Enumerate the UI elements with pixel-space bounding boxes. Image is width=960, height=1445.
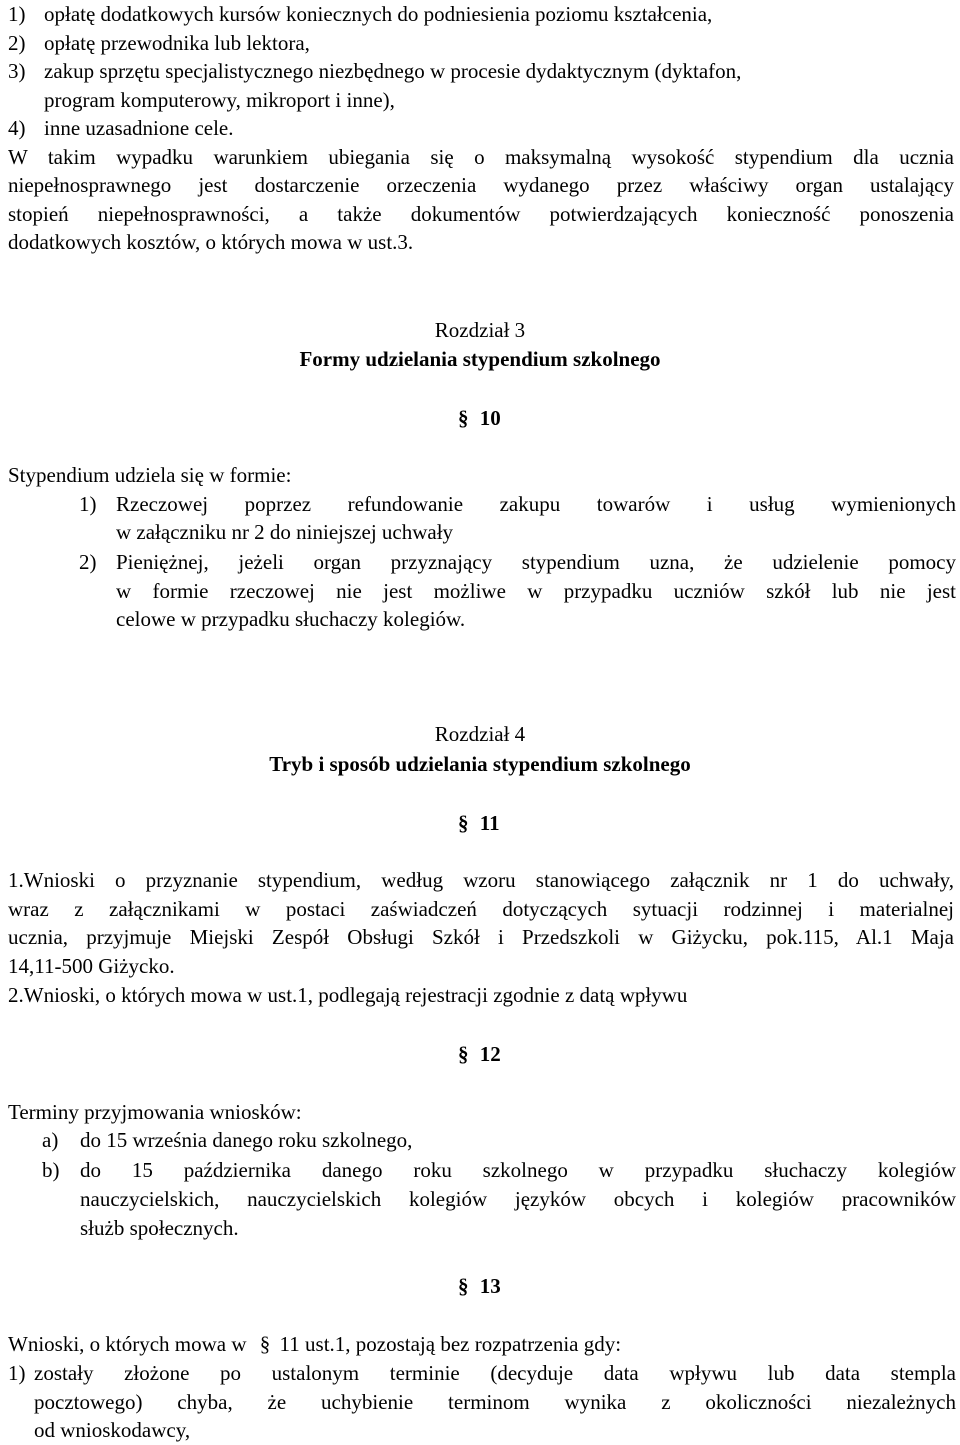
paragraph-intro: Terminy przyjmowania wniosków:	[8, 1100, 302, 1124]
list-num: 1)	[79, 492, 97, 516]
paragraph-line: ucznia, przyjmuje Miejski Zespół Obsługi Szkół i Przedszkoli w Giżycku, pok.115, Al.1 Maja	[8, 925, 954, 949]
list-item: Rzeczowej poprzez refundowanie zakupu towarów i usług wymienionych	[116, 492, 956, 516]
list-item-cont: pocztowego) chyba, że uchybienie terminom wynika z okoliczności niezależnych	[34, 1390, 956, 1414]
section-symbol: §	[458, 811, 469, 835]
list-item-cont: nauczycielskich, nauczycielskich kolegiów języków obcych i kolegiów pracowników	[80, 1187, 956, 1211]
list-num: b)	[42, 1158, 60, 1182]
list-item-cont: program komputerowy, mikroport i inne),	[44, 88, 395, 112]
list-item: do 15 września danego roku szkolnego,	[80, 1128, 413, 1152]
list-item: opłatę przewodnika lub lektora,	[44, 31, 310, 55]
paragraph-line: 14,11-500 Giżycko.	[8, 954, 175, 978]
list-num: 4)	[8, 116, 26, 140]
section-symbol: §	[259, 1332, 271, 1356]
list-item: inne uzasadnione cele.	[44, 116, 234, 140]
list-num: a)	[42, 1128, 59, 1152]
section-number: 11	[479, 811, 500, 835]
section-heading	[458, 1272, 501, 1301]
intro-text: 11 ust.1, pozostają bez rozpatrzenia gdy:	[279, 1332, 622, 1356]
list-item-cont: w załączniku nr 2 do niniejszej uchwały	[116, 520, 454, 544]
paragraph-intro: Stypendium udziela się w formie:	[8, 463, 292, 487]
section-number: 13	[479, 1274, 501, 1298]
section-heading	[458, 404, 501, 433]
chapter-title: Formy udzielania stypendium szkolnego	[299, 347, 661, 371]
list-item: do 15 października danego roku szkolnego w przypadku słuchaczy kolegiów	[80, 1158, 956, 1182]
list-item-cont: służb społecznych.	[80, 1216, 239, 1240]
paragraph-intro	[8, 1330, 621, 1359]
paragraph-line: dodatkowych kosztów, o których mowa w ust.3.	[8, 230, 414, 254]
chapter-title: Tryb i sposób udzielania stypendium szkolnego	[269, 752, 691, 776]
list-item: zakup sprzętu specjalistycznego niezbędnego w procesie dydaktycznym (dyktafon,	[44, 59, 742, 83]
paragraph-line: W takim wypadku warunkiem ubiegania się o maksymalną wysokość stypendium dla ucznia	[8, 145, 954, 169]
list-item-cont: w formie rzeczowej nie jest możliwe w przypadku uczniów szkół lub nie jest	[116, 579, 956, 603]
paragraph-line: wraz z załącznikami w postaci zaświadczeń dotyczących sytuacji rodzinnej i materialnej	[8, 897, 954, 921]
list-num: 3)	[8, 59, 26, 83]
paragraph-line: 1.Wnioski o przyznanie stypendium, według wzoru stanowiącego załącznik nr 1 do uchwały,	[8, 868, 954, 892]
section-symbol: §	[458, 406, 469, 430]
list-num: 2)	[8, 31, 26, 55]
paragraph-line: 2.Wnioski, o których mowa w ust.1, podlegają rejestracji zgodnie z datą wpływu	[8, 983, 688, 1007]
chapter-number: Rozdział 3	[434, 318, 526, 342]
section-symbol: §	[458, 1042, 469, 1066]
list-num: 2)	[79, 550, 97, 574]
chapter-number: Rozdział 4	[434, 722, 526, 746]
list-item: zostały złożone po ustalonym terminie (decyduje data wpływu lub data stempla	[34, 1361, 956, 1385]
list-num: 1)	[8, 1361, 26, 1385]
paragraph-line: stopień niepełnosprawności, a także dokumentów potwierdzających konieczność ponoszenia	[8, 202, 954, 226]
list-item: Pieniężnej, jeżeli organ przyznający stypendium uzna, że udzielenie pomocy	[116, 550, 956, 574]
list-item-cont: od wnioskodawcy,	[34, 1418, 191, 1442]
section-heading	[458, 1040, 501, 1069]
list-num: 1)	[8, 2, 26, 26]
section-number: 10	[479, 406, 501, 430]
list-item-cont: celowe w przypadku słuchaczy kolegiów.	[116, 607, 466, 631]
intro-text: Wnioski, o których mowa w	[8, 1332, 247, 1356]
section-symbol: §	[458, 1274, 469, 1298]
section-number: 12	[479, 1042, 501, 1066]
section-heading	[458, 809, 500, 838]
list-item: opłatę dodatkowych kursów koniecznych do podniesienia poziomu kształcenia,	[44, 2, 713, 26]
paragraph-line: niepełnosprawnego jest dostarczenie orzeczenia wydanego przez właściwy organ ustalający	[8, 173, 954, 197]
